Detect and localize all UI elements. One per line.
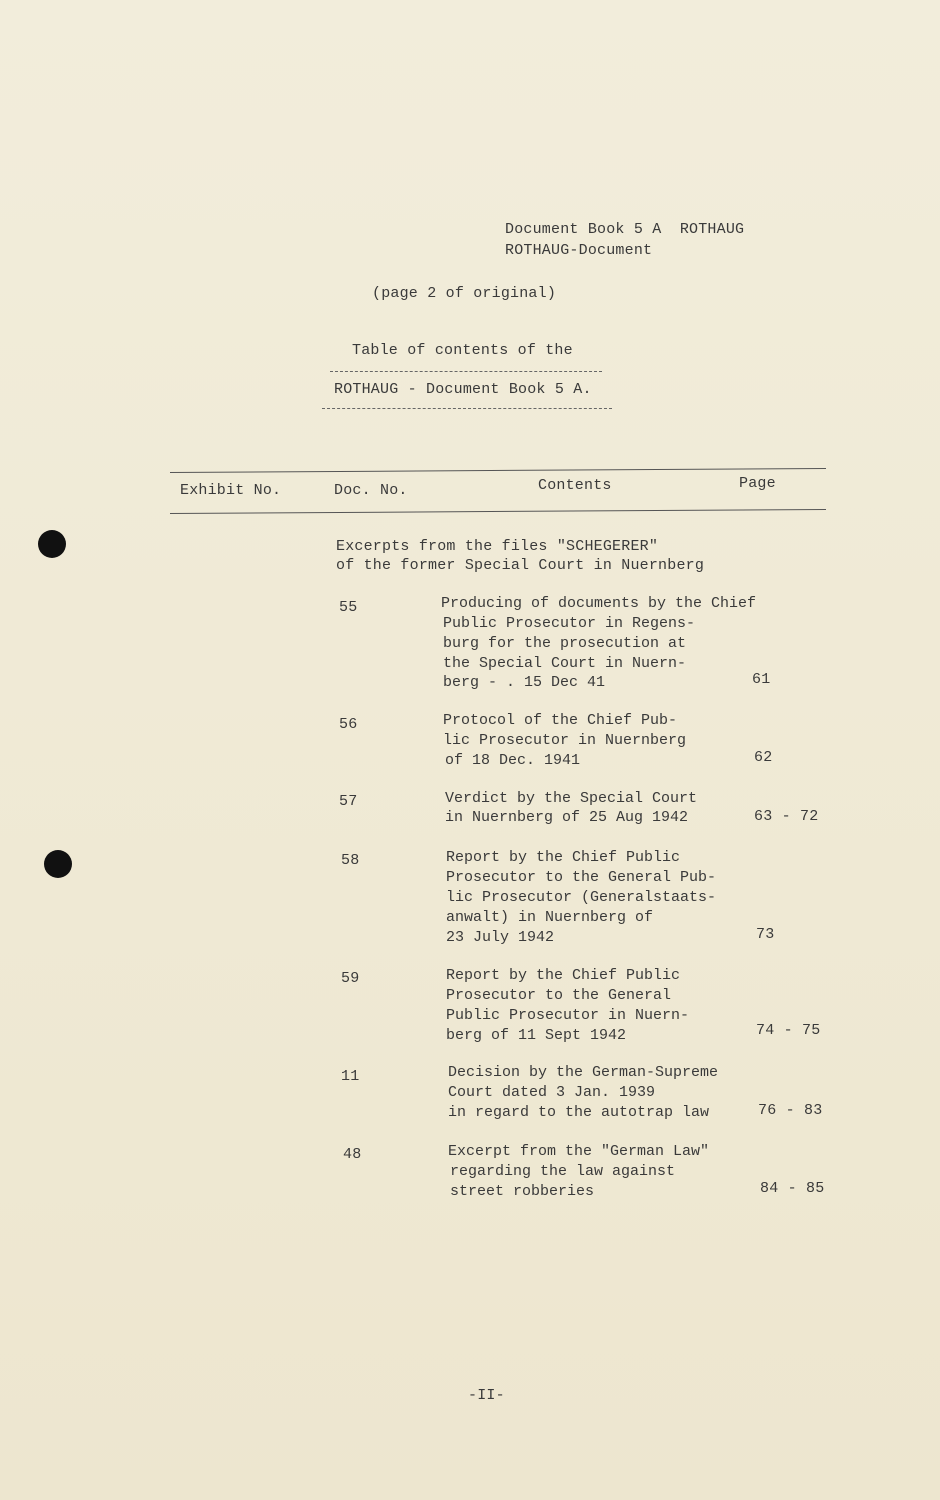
entry-line: Court dated 3 Jan. 1939 (448, 1084, 656, 1101)
title-line-2: ROTHAUG - Document Book 5 A. (334, 381, 592, 398)
entry-page: 62 (754, 749, 773, 766)
entry-line: 23 July 1942 (446, 929, 555, 946)
entry-doc-number: 57 (339, 793, 358, 810)
entry-line: berg - . 15 Dec 41 (443, 674, 606, 691)
entry-line: of 18 Dec. 1941 (445, 752, 581, 769)
entry-line: Excerpt from the "German Law" (448, 1143, 710, 1160)
title-underline-1 (330, 371, 602, 372)
entry-line: burg for the prosecution at (443, 635, 687, 652)
entry-doc-number: 56 (339, 716, 358, 733)
entry-page: 61 (752, 671, 771, 688)
entry-line: the Special Court in Nuern- (443, 655, 687, 672)
entry-line: Protocol of the Chief Pub- (443, 712, 678, 729)
section-line-1: Excerpts from the files "SCHEGERER" (336, 538, 659, 555)
header-line-1: Document Book 5 A ROTHAUG (505, 221, 745, 238)
entry-doc-number: 55 (339, 599, 358, 616)
entry-line: anwalt) in Nuernberg of (446, 909, 654, 926)
entry-line: Report by the Chief Public (446, 849, 681, 866)
column-header-contents: Contents (538, 477, 612, 494)
entry-page: 63 - 72 (754, 808, 819, 825)
column-header-page: Page (739, 475, 776, 492)
table-header-rule (170, 509, 826, 514)
column-header-exhibit: Exhibit No. (180, 482, 282, 499)
entry-doc-number: 58 (341, 852, 360, 869)
punch-hole-bottom (44, 850, 72, 878)
entry-line: in regard to the autotrap law (448, 1104, 710, 1121)
entry-doc-number: 11 (341, 1068, 360, 1085)
page-number: -II- (468, 1387, 505, 1404)
entry-line: regarding the law against (450, 1163, 676, 1180)
entry-line: Producing of documents by the Chief (441, 595, 757, 612)
column-header-doc: Doc. No. (334, 482, 408, 499)
entry-line: Prosecutor to the General (446, 987, 672, 1004)
entry-doc-number: 59 (341, 970, 360, 987)
entry-line: Prosecutor to the General Pub- (446, 869, 717, 886)
entry-line: Public Prosecutor in Regens- (443, 615, 696, 632)
entry-page: 73 (756, 926, 775, 943)
entry-doc-number: 48 (343, 1146, 362, 1163)
entry-line: berg of 11 Sept 1942 (446, 1027, 627, 1044)
title-line-1: Table of contents of the (352, 342, 573, 359)
entry-line: Verdict by the Special Court (445, 790, 698, 807)
title-underline-2 (322, 408, 612, 409)
punch-hole-top (38, 530, 66, 558)
entry-line: street robberies (450, 1183, 595, 1200)
entry-line: in Nuernberg of 25 Aug 1942 (445, 809, 689, 826)
entry-page: 76 - 83 (758, 1102, 823, 1119)
entry-line: Public Prosecutor in Nuern- (446, 1007, 690, 1024)
section-line-2: of the former Special Court in Nuernberg (336, 557, 705, 574)
entry-line: Decision by the German-Supreme (448, 1064, 719, 1081)
entry-line: lic Prosecutor in Nuernberg (443, 732, 687, 749)
entry-page: 84 - 85 (760, 1180, 825, 1197)
page-note: (page 2 of original) (372, 285, 557, 302)
entry-line: Report by the Chief Public (446, 967, 681, 984)
entry-line: lic Prosecutor (Generalstaats- (446, 889, 717, 906)
table-top-rule (170, 468, 826, 473)
header-line-2: ROTHAUG-Document (505, 242, 653, 259)
entry-page: 74 - 75 (756, 1022, 821, 1039)
